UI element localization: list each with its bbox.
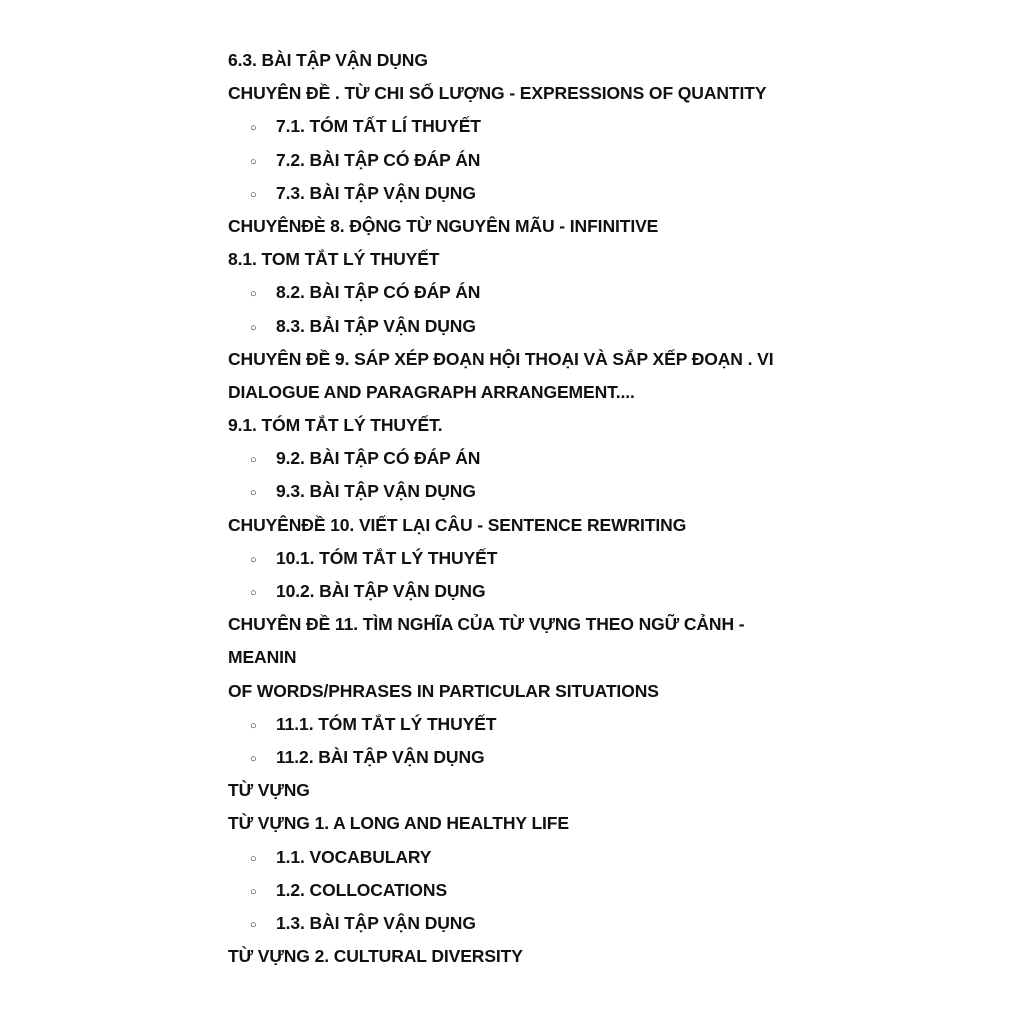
- toc-entry-label: CHUYÊN ĐỀ . TỪ CHI SỐ LƯỢNG - EXPRESSIONS OF QUANTITY: [228, 83, 767, 104]
- toc-entry-label: 11.1. TÓM TẮT LÝ THUYẾT: [276, 713, 497, 734]
- toc-entry[interactable]: [228, 243, 824, 276]
- toc-entry-label: MEANIN: [228, 647, 297, 668]
- toc-subentry[interactable]: [228, 110, 824, 143]
- toc-entry[interactable]: [228, 641, 824, 674]
- toc-entry-label: 11.2. BÀI TẬP VẬN DỤNG: [276, 746, 485, 767]
- toc-subentry[interactable]: [228, 741, 824, 774]
- toc-entry[interactable]: [228, 210, 824, 243]
- toc-subentry[interactable]: [228, 708, 824, 741]
- circle-bullet-icon: ○: [250, 188, 257, 201]
- circle-bullet-icon: ○: [250, 288, 257, 301]
- toc-subentry[interactable]: [228, 310, 824, 343]
- toc-entry-label: CHUYÊNĐỀ 10. VIẾT LẠI CÂU - SENTENCE REWRITING: [228, 514, 687, 535]
- circle-bullet-icon: ○: [250, 155, 257, 168]
- circle-bullet-icon: ○: [250, 587, 257, 599]
- toc-entry-label: TỪ VỰNG: [228, 780, 310, 801]
- toc-entry[interactable]: [228, 343, 824, 376]
- toc-subentry[interactable]: [228, 144, 824, 177]
- toc-entry-label: 9.3. BÀI TẬP VẬN DỤNG: [276, 481, 476, 502]
- toc-entry-label: TỪ VỰNG 2. CULTURAL DIVERSITY: [228, 946, 523, 967]
- circle-bullet-icon: ○: [250, 852, 257, 865]
- toc-entry[interactable]: [228, 509, 824, 542]
- toc-subentry[interactable]: [228, 907, 824, 940]
- circle-bullet-icon: ○: [250, 719, 257, 732]
- toc-entry[interactable]: [228, 77, 824, 110]
- toc-subentry[interactable]: [228, 874, 824, 907]
- toc-subentry[interactable]: [228, 542, 824, 575]
- toc-entry-label: 7.1. TÓM TẤT LÍ THUYẾT: [276, 116, 481, 137]
- toc-entry[interactable]: [228, 940, 824, 973]
- toc-entry-label: 8.3. BẢI TẬP VẬN DỤNG: [276, 315, 476, 336]
- circle-bullet-icon: ○: [250, 487, 257, 500]
- toc-subentry[interactable]: [228, 475, 824, 508]
- toc-entry-label: 1.3. BÀI TẬP VẬN DỤNG: [276, 912, 476, 933]
- circle-bullet-icon: ○: [250, 885, 257, 898]
- table-of-contents: [228, 44, 824, 973]
- toc-entry[interactable]: [228, 409, 824, 442]
- circle-bullet-icon: ○: [250, 553, 257, 566]
- toc-entry[interactable]: [228, 774, 824, 807]
- toc-entry-label: CHUYÊN ĐỀ 11. TÌM NGHĨA CỦA TỪ VỰNG THEO NGỮ CẢNH -: [228, 614, 745, 635]
- toc-entry-label: DIALOGUE AND PARAGRAPH ARRANGEMENT....: [228, 381, 635, 402]
- toc-entry-label: 8.1. TOM TẮT LÝ THUYẾT: [228, 249, 440, 270]
- toc-entry-label: CHUYÊN ĐỀ 9. SÁP XÉP ĐOẠN HỘI THOẠI VÀ SẮP XẾP ĐOẠN . VI: [228, 348, 774, 369]
- toc-entry-label: 9.2. BÀI TẬP CÓ ĐÁP ÁN: [276, 448, 481, 469]
- toc-entry-label: 8.2. BÀI TẬP CÓ ĐÁP ÁN: [276, 282, 481, 303]
- toc-entry[interactable]: [228, 608, 824, 641]
- toc-subentry[interactable]: [228, 841, 824, 874]
- toc-entry-label: 9.1. TÓM TẮT LÝ THUYẾT.: [228, 415, 443, 436]
- toc-entry-label: TỪ VỰNG 1. A LONG AND HEALTHY LIFE: [228, 813, 569, 834]
- toc-entry-label: CHUYÊNĐÈ 8. ĐỘNG TỪ NGUYÊN MÃU - INFINITIVE: [228, 215, 659, 236]
- toc-entry[interactable]: [228, 807, 824, 840]
- toc-entry[interactable]: [228, 376, 824, 409]
- circle-bullet-icon: ○: [250, 918, 257, 931]
- circle-bullet-icon: ○: [250, 752, 257, 765]
- circle-bullet-icon: ○: [250, 122, 257, 135]
- toc-subentry[interactable]: [228, 177, 824, 210]
- toc-entry-label: 1.2. COLLOCATIONS: [276, 879, 448, 900]
- toc-subentry[interactable]: [228, 276, 824, 309]
- toc-entry[interactable]: [228, 44, 824, 77]
- toc-entry[interactable]: [228, 675, 824, 708]
- circle-bullet-icon: ○: [250, 454, 257, 467]
- toc-entry-label: 1.1. VOCABULARY: [276, 846, 432, 867]
- toc-entry-label: 6.3. BÀI TẬP VẬN DỤNG: [228, 50, 428, 70]
- toc-entry-label: 10.1. TÓM TẮT LÝ THUYẾT: [276, 547, 498, 568]
- toc-subentry[interactable]: [228, 442, 824, 475]
- toc-subentry[interactable]: [228, 575, 824, 608]
- circle-bullet-icon: ○: [250, 321, 257, 334]
- toc-entry-label: OF WORDS/PHRASES IN PARTICULAR SITUATIONS: [228, 680, 659, 701]
- toc-entry-label: 7.3. BÀI TẬP VẬN DỤNG: [276, 182, 476, 203]
- toc-entry-label: 7.2. BÀI TẬP CÓ ĐÁP ÁN: [276, 149, 481, 170]
- toc-entry-label: 10.2. BÀI TẬP VẬN DỤNG: [276, 581, 486, 601]
